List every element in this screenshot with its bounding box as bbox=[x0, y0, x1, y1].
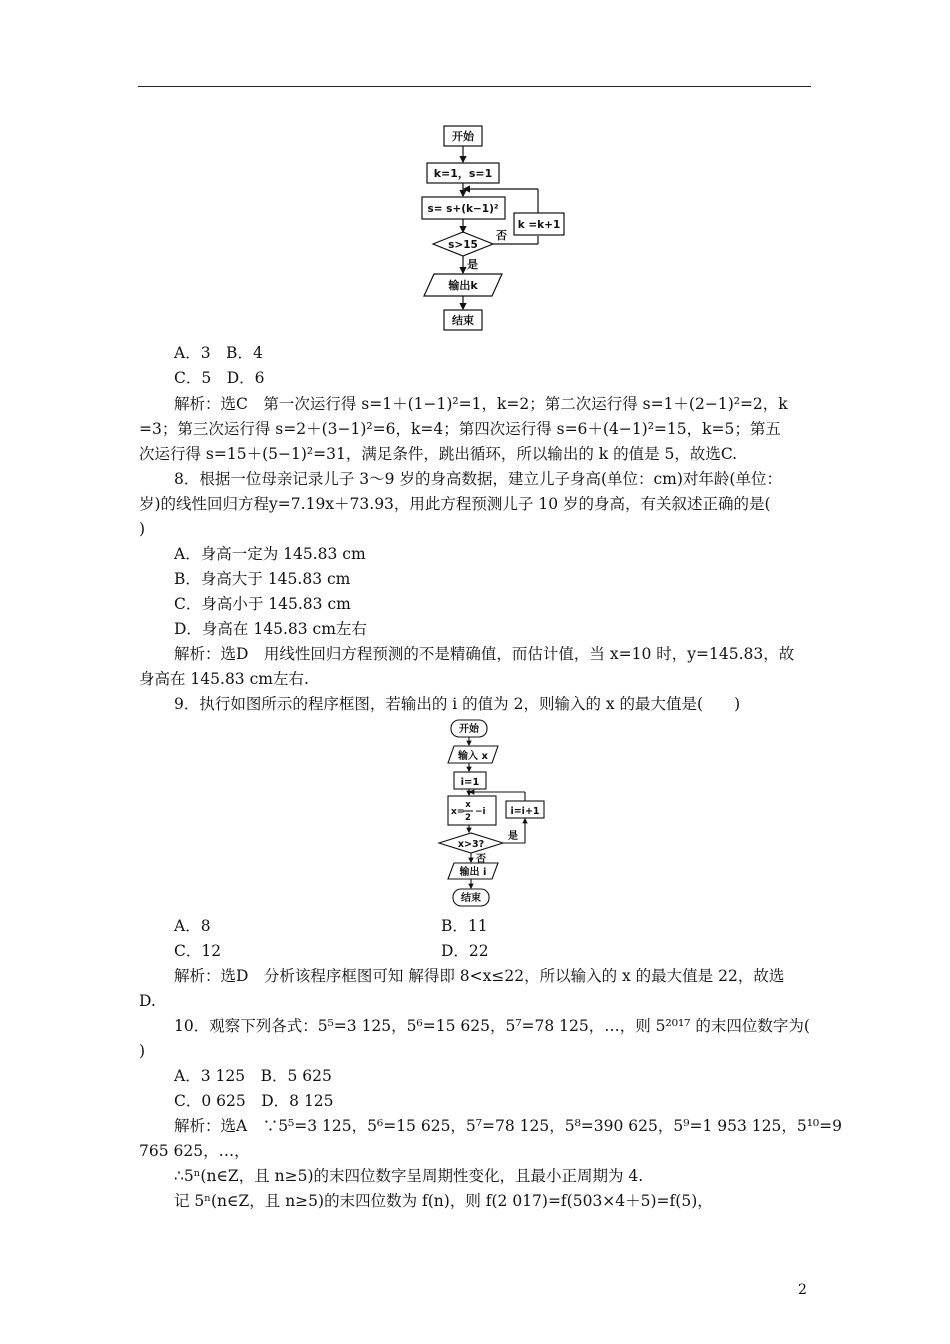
fc1-init: k=1，s=1 bbox=[433, 167, 493, 180]
q8-stem-2: 岁)的线性回归方程y=7.19x＋73.93，用此方程预测儿子 10 岁的身高，有关叙述正确的是( bbox=[139, 495, 771, 513]
q10-solution-3: ∴5ⁿ(n∈Z，且 n≥5)的末四位数字呈周期性变化，且最小正周期为 4. bbox=[174, 1167, 644, 1185]
fc1-start: 开始 bbox=[452, 130, 474, 143]
q8-option-d: D．身高在 145.83 cm左右 bbox=[174, 620, 367, 638]
q8-solution-1: 解析：选D 用线性回归方程预测的不是精确值，而估计值，当 x=10 时，y=145.83，故 bbox=[174, 645, 795, 663]
fc1-end: 结束 bbox=[452, 314, 474, 327]
q7-options-ab: A．3 B．4 bbox=[174, 344, 263, 362]
q8-stem-1: 8．根据一位母亲记录儿子 3～9 岁的身高数据，建立儿子身高(单位：cm)对年龄(单位： bbox=[174, 470, 782, 488]
q7-solution-1: 解析：选C 第一次运行得 s=1＋(1−1)²=1，k=2；第二次运行得 s=1＋(2−1)²=2，k bbox=[174, 395, 788, 413]
fc2-update-num: x bbox=[465, 800, 471, 810]
q9-option-c: C．12 bbox=[174, 942, 222, 960]
fc2-incr: i=i+1 bbox=[510, 806, 540, 817]
q9-solution-2: D. bbox=[139, 992, 156, 1010]
fc2-yes: 是 bbox=[508, 831, 518, 842]
q8-option-b: B．身高大于 145.83 cm bbox=[174, 570, 351, 588]
fc2-input: 输入 x bbox=[458, 751, 488, 762]
q9-option-b: B．11 bbox=[441, 917, 488, 935]
fc2-update-den: 2 bbox=[465, 813, 471, 823]
q7-options-cd: C．5 D．6 bbox=[174, 369, 265, 387]
q8-option-c: C．身高小于 145.83 cm bbox=[174, 595, 351, 613]
fc1-incr: k =k+1 bbox=[517, 219, 561, 231]
flowchart-1 bbox=[400, 120, 580, 335]
q10-solution-2: 765 625，…， bbox=[139, 1142, 250, 1160]
q9-option-a: A．8 bbox=[174, 917, 211, 935]
q10-options-ab: A．3 125 B．5 625 bbox=[174, 1067, 332, 1085]
fc2-update-lhs: x= bbox=[451, 807, 465, 817]
q10-options-cd: C．0 625 D．8 125 bbox=[174, 1092, 334, 1110]
q9-stem: 9．执行如图所示的程序框图，若输出的 i 的值为 2，则输入的 x 的最大值是( ) bbox=[174, 695, 741, 713]
fc2-start: 开始 bbox=[459, 724, 479, 735]
fc1-output: 输出k bbox=[448, 279, 478, 292]
q9-solution-1: 解析：选D 分析该程序框图可知 解得即 8<x≤22，所以输入的 x 的最大值是 22，故选 bbox=[174, 967, 785, 985]
q8-option-a: A．身高一定为 145.83 cm bbox=[174, 545, 366, 563]
flowchart-2 bbox=[430, 716, 560, 912]
q10-stem-2: ) bbox=[139, 1042, 146, 1060]
q10-stem-1: 10．观察下列各式：5⁵=3 125，5⁶=15 625，5⁷=78 125，…，则 5²⁰¹⁷ 的末四位数字为( bbox=[174, 1017, 810, 1035]
fc2-no: 否 bbox=[476, 854, 486, 865]
q10-solution-4: 记 5ⁿ(n∈Z，且 n≥5)的末四位数为 f(n)，则 f(2 017)=f(503×4＋5)=f(5)， bbox=[174, 1192, 713, 1210]
q9-option-d: D．22 bbox=[441, 942, 489, 960]
fc1-no: 否 bbox=[496, 229, 507, 242]
page-number: 2 bbox=[798, 1282, 807, 1298]
fc2-end: 结束 bbox=[461, 893, 481, 904]
fc2-init: i=1 bbox=[460, 777, 480, 788]
fc1-cond: s>15 bbox=[448, 239, 478, 251]
q8-stem-3: ) bbox=[139, 520, 146, 538]
q7-solution-3: 次运行得 s=15＋(5−1)²=31，满足条件，跳出循环，所以输出的 k 的值是 5，故选C. bbox=[139, 445, 738, 463]
q8-solution-2: 身高在 145.83 cm左右. bbox=[139, 670, 309, 688]
q7-solution-2: =3；第三次运行得 s=2＋(3−1)²=6，k=4；第四次运行得 s=6＋(4−1)²=15，k=5；第五 bbox=[139, 420, 781, 438]
fc2-output: 输出 i bbox=[459, 867, 487, 878]
fc2-update-rhs: −i bbox=[475, 807, 486, 817]
fc2-cond: x>3? bbox=[457, 839, 485, 850]
q10-solution-1: 解析：选A ∵5⁵=3 125，5⁶=15 625，5⁷=78 125，5⁸=390 625，5⁹=1 953 125，5¹⁰=9 bbox=[174, 1117, 842, 1135]
fc1-update: s= s+(k−1)² bbox=[427, 203, 499, 215]
header-rule bbox=[138, 86, 811, 87]
fc1-yes: 是 bbox=[467, 258, 478, 271]
